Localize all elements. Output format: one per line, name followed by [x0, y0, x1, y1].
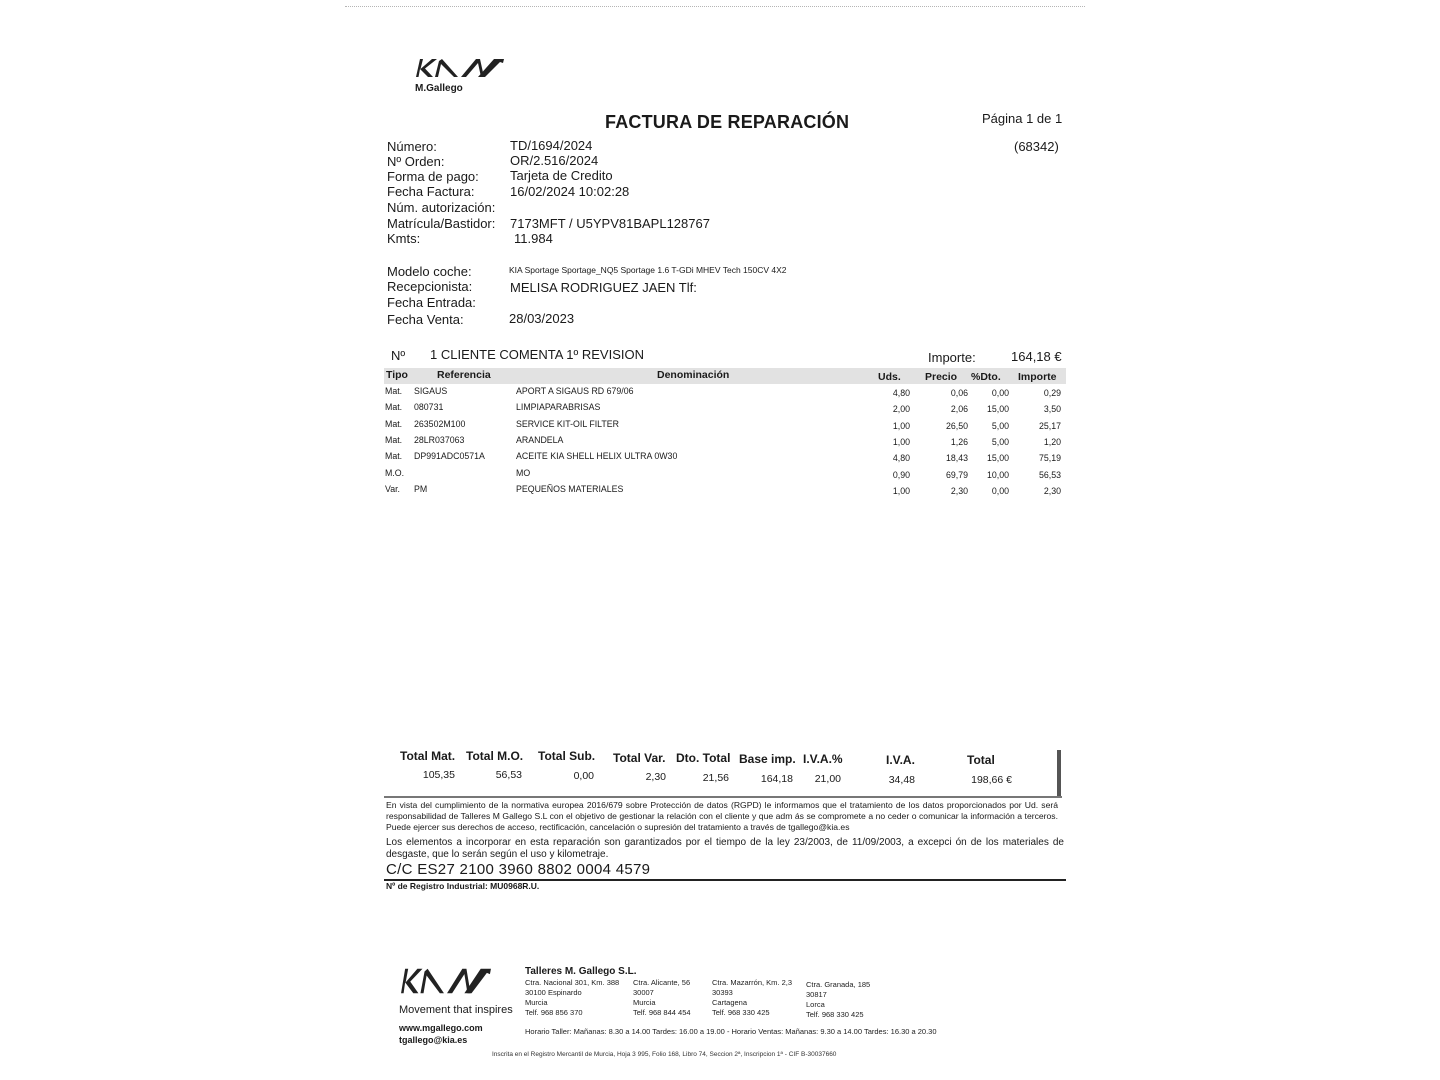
numero-value: TD/1694/2024	[510, 138, 593, 153]
total-var-label: Total Var.	[613, 751, 666, 765]
col-importe: Importe	[1018, 371, 1057, 383]
cell-importe: 3,50	[1043, 404, 1061, 415]
cell-tipo: Mat.	[385, 451, 403, 462]
base-imp-value: 164,18	[760, 773, 793, 785]
cell-referencia: 263502M100	[414, 418, 466, 429]
footer-tagline: Movement that inspires	[399, 1004, 513, 1016]
matricula-value: 7173MFT / U5YPV81BAPL128767	[510, 216, 710, 231]
total-label: Total	[967, 753, 995, 767]
autorizacion-label: Núm. autorización:	[387, 200, 496, 215]
cell-denominacion: PEQUEÑOS MATERIALES	[516, 483, 624, 494]
footer-horario: Horario Taller: Mañanas: 8.30 a 14.00 Tardes: 16.00 a 19.00 - Horario Ventas: Mañanas: 9.30 a 14.00 Tardes: 16.30 a 20.30	[525, 1027, 937, 1036]
footer-address-lorca: Ctra. Granada, 185 30817 Lorca Telf. 968 330 425	[806, 980, 871, 1019]
order-n-label: Nº	[391, 348, 406, 363]
total-value: 198,66 €	[971, 774, 1012, 786]
cell-tipo: Mat.	[385, 418, 403, 429]
cell-dto: 15,00	[986, 453, 1009, 464]
col-referencia: Referencia	[437, 369, 491, 381]
cell-importe: 2,30	[1043, 485, 1061, 496]
order-importe-label: Importe:	[928, 350, 976, 365]
cell-importe: 1,20	[1043, 436, 1061, 447]
cell-tipo: Var.	[385, 483, 400, 494]
numero-label: Número:	[387, 139, 437, 154]
cell-uds: 4,80	[892, 453, 910, 464]
cell-precio: 18,43	[945, 453, 968, 464]
dto-total-label: Dto. Total	[676, 751, 731, 765]
cell-referencia: 28LR037063	[414, 434, 465, 445]
recepcionista-label: Recepcionista:	[387, 279, 473, 294]
cell-tipo: Mat.	[385, 386, 403, 396]
cell-importe: 0,29	[1043, 388, 1061, 398]
cell-dto: 10,00	[986, 469, 1009, 480]
brand-subtitle: M.Gallego	[415, 83, 463, 94]
orden-label: Nº Orden:	[387, 154, 445, 169]
cell-importe: 25,17	[1038, 420, 1061, 431]
kia-logo	[414, 57, 506, 79]
modelo-value: KIA Sportage Sportage_NQ5 Sportage 1.6 T-GDi MHEV Tech 150CV 4X2	[509, 265, 787, 275]
modelo-label: Modelo coche:	[387, 264, 472, 279]
cell-referencia: DP991ADC0571A	[414, 451, 485, 462]
rgpd-notice: En vista del cumplimiento de la normativa europea 2016/679 sobre Protección de datos (RGPD) le informamos que el tratamiento de los datos proporcionados por Ud. será responsabilidad de Talleres M Gallego S.L con el objetivo de gestionar la relación con el cliente y que adm ás se compromete a no ceder o comunicar la información a terceros. Puede ejercer sus derechos de acceso, rectificación, cancelación o supresión del tratamiento a través de tgallego@kia.es	[386, 800, 1058, 832]
cell-tipo: M.O.	[385, 467, 405, 478]
cell-importe: 56,53	[1038, 469, 1061, 480]
cell-referencia: 080731	[414, 402, 444, 413]
fecha-factura-label: Fecha Factura:	[387, 184, 475, 199]
col-tipo: Tipo	[386, 369, 408, 381]
cell-uds: 1,00	[892, 436, 910, 447]
cell-denominacion: ARANDELA	[516, 434, 564, 445]
cell-denominacion: MO	[516, 467, 531, 478]
footer-company: Talleres M. Gallego S.L.	[525, 966, 637, 977]
total-var-value: 2,30	[645, 771, 666, 783]
col-precio: Precio	[925, 371, 958, 383]
cell-dto: 0,00	[991, 485, 1009, 496]
totals-side-bar	[1057, 750, 1061, 798]
cell-precio: 1,26	[950, 436, 968, 447]
pago-label: Forma de pago:	[387, 169, 479, 184]
fecha-venta-value: 28/03/2023	[509, 311, 575, 326]
cell-denominacion: LIMPIAPARABRISAS	[516, 402, 601, 413]
fecha-venta-label: Fecha Venta:	[387, 312, 464, 327]
kia-footer-logo	[399, 966, 493, 996]
col-denominacion: Denominación	[657, 369, 730, 381]
iva-pct-label: I.V.A.%	[803, 752, 843, 766]
cell-uds: 2,00	[892, 404, 910, 415]
fecha-entrada-label: Fecha Entrada:	[387, 295, 476, 310]
total-sub-label: Total Sub.	[538, 749, 596, 763]
total-mo-label: Total M.O.	[466, 749, 524, 763]
cell-uds: 4,80	[892, 388, 910, 398]
cell-referencia: SIGAUS	[414, 386, 448, 396]
footer-inscripcion: Inscrita en el Registro Mercantil de Murcia, Hoja 3 995, Folio 168, Libro 74, Seccion 2ª, Inscripcion 1ª - CIF B-30037660	[492, 1051, 837, 1058]
dto-total-value: 21,56	[702, 772, 729, 784]
cell-denominacion: SERVICE KIT-OIL FILTER	[516, 418, 619, 429]
recepcionista-value: MELISA RODRIGUEZ JAEN Tlf:	[510, 280, 697, 295]
cell-uds: 1,00	[892, 420, 910, 431]
cell-dto: 0,00	[991, 388, 1009, 398]
reference-code: (68342)	[1014, 139, 1059, 154]
footer-address-cartagena: Ctra. Mazarrón, Km. 2,3 30393 Cartagena Telf. 968 330 425	[712, 978, 793, 1017]
guarantee-notice: Los elementos a incorporar en esta reparación son garantizados por el tiempo de la ley 23/2003, de 11/09/2003, a excepci ón de los materiales de desgaste, que lo serán según el uso y kilometraje.	[386, 837, 1064, 860]
pago-value: Tarjeta de Credito	[510, 168, 613, 183]
bank-account: C/C ES27 2100 3960 8802 0004 4579	[386, 861, 651, 878]
cell-tipo: Mat.	[385, 402, 403, 413]
cell-precio: 2,06	[950, 404, 968, 415]
total-mo-value: 56,53	[495, 769, 522, 781]
order-description: 1 CLIENTE COMENTA 1º REVISION	[430, 347, 644, 362]
page-number: Página 1 de 1	[982, 111, 1063, 126]
iva-label: I.V.A.	[886, 753, 915, 767]
cell-denominacion: ACEITE KIA SHELL HELIX ULTRA 0W30	[516, 451, 678, 462]
col-uds: Uds.	[878, 371, 901, 383]
matricula-label: Matrícula/Bastidor:	[387, 216, 496, 231]
scan-top-border	[345, 6, 1085, 7]
total-sub-value: 0,00	[573, 770, 594, 782]
cell-precio: 69,79	[945, 469, 968, 480]
cell-precio: 0,06	[950, 388, 968, 398]
order-importe-value: 164,18 €	[1011, 349, 1062, 364]
iva-pct-value: 21,00	[814, 773, 841, 785]
page-title: FACTURA DE REPARACIÓN	[605, 112, 850, 132]
cell-importe: 75,19	[1038, 453, 1061, 464]
col-dto: %Dto.	[971, 371, 1001, 383]
cell-dto: 15,00	[986, 404, 1009, 415]
fecha-factura-value: 16/02/2024 10:02:28	[510, 184, 630, 199]
footer-web: www.mgallego.com	[399, 1023, 483, 1033]
total-mat-value: 105,35	[422, 769, 455, 781]
cell-dto: 5,00	[991, 436, 1009, 447]
kmts-label: Kmts:	[387, 231, 421, 246]
cell-precio: 2,30	[950, 485, 968, 496]
registro-industrial: Nº de Registro Industrial: MU0968R.U.	[386, 881, 540, 891]
footer-address-espinardo: Ctra. Nacional 301, Km. 388 30100 Espinardo Murcia Telf. 968 856 370	[525, 978, 620, 1017]
iva-value: 34,48	[888, 774, 915, 786]
cell-denominacion: APORT A SIGAUS RD 679/06	[516, 386, 634, 396]
cell-uds: 1,00	[892, 485, 910, 496]
cell-referencia: PM	[414, 483, 428, 494]
cell-uds: 0,90	[892, 469, 910, 480]
kmts-value: 11.984	[514, 231, 553, 246]
cell-dto: 5,00	[991, 420, 1009, 431]
totals-bottom-rule	[384, 796, 1062, 798]
footer-address-murcia: Ctra. Alicante, 56 30007 Murcia Telf. 968 844 454	[633, 978, 691, 1017]
orden-value: OR/2.516/2024	[510, 153, 599, 168]
cell-tipo: Mat.	[385, 434, 403, 445]
base-imp-label: Base imp.	[739, 752, 796, 766]
total-mat-label: Total Mat.	[400, 749, 456, 763]
cell-precio: 26,50	[945, 420, 968, 431]
footer-email: tgallego@kia.es	[399, 1035, 468, 1045]
